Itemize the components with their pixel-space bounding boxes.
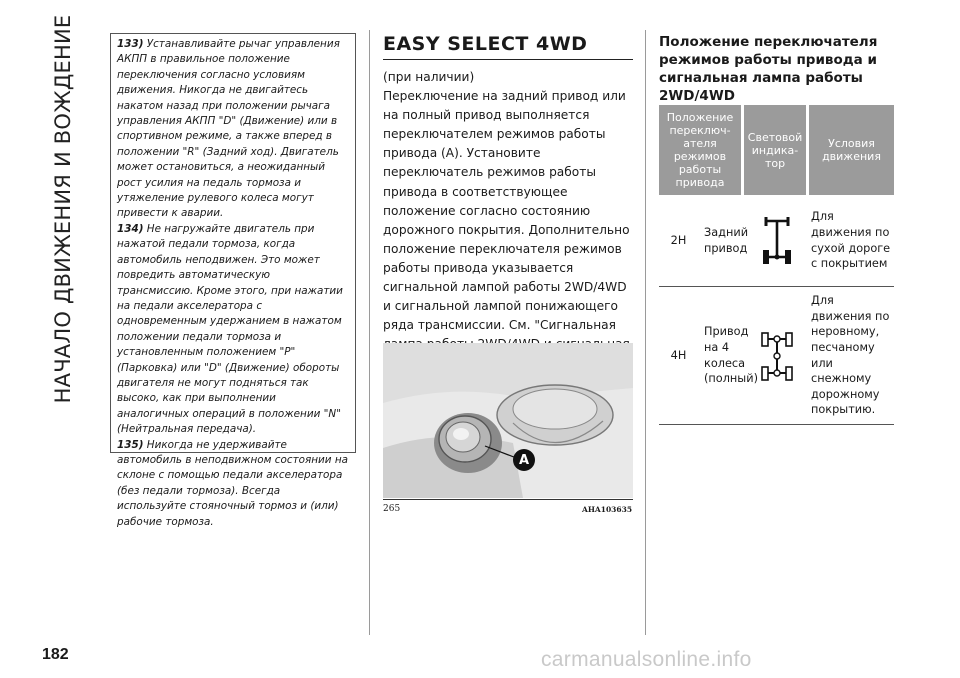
column-divider-left <box>369 30 370 635</box>
header-switch-position: Положение переключ-ателя режимов работы привода <box>659 105 744 195</box>
warning-text: Никогда не удерживайте автомобиль в неподвижном состоянии на склоне с помощью педали акселератора (без педали тормоза). Всегда используйте стояночный тормоз и (или) рабочие тормоза. <box>117 438 349 528</box>
warning-134 <box>117 222 349 438</box>
rear-wheel-drive-icon <box>762 217 792 265</box>
condition-cell: Для движения по неровному, песчаному или снежному дорожному покрытию. <box>811 294 890 417</box>
drive-mode-switch-illustration <box>383 343 633 498</box>
chapter-side-title <box>48 14 78 404</box>
warning-133 <box>117 37 349 222</box>
figure-code: AHA103635 <box>582 505 633 514</box>
warning-text: Устанавливайте рычаг управления АКПП в правильное положение переключения согласно условиям движения. Никогда не двигайтесь накатом назад при положении рычага управления АКПП "D" (Движение) или в спортивном режиме, а также вперед в положении "R" (Задний ход). Двигатель может остановиться, а неожиданный рост усилия на педаль тормоза и утяжеление рулевого колеса могут привести к аварии. <box>117 38 340 220</box>
watermark: carmanualsonline.info <box>541 648 752 671</box>
warning-number: 135) <box>117 438 144 451</box>
table-section <box>659 33 894 105</box>
condition-cell: Для движения по сухой дороге с покрытием <box>811 210 891 271</box>
mode-cell: 2H <box>670 233 687 247</box>
table-row <box>659 287 894 425</box>
indicator-cell <box>744 287 809 424</box>
page-number: 182 <box>42 646 69 663</box>
four-wheel-drive-icon <box>760 331 794 381</box>
warning-135 <box>117 438 349 530</box>
mode-cell: 4H <box>670 348 687 362</box>
warning-number: 134) <box>117 222 144 235</box>
section-easy-select <box>383 33 633 393</box>
switch-photo-drawing <box>383 343 633 498</box>
section-paragraph: Переключение на задний привод или на полный привод выполняется переключателем режимов работы привода (A). Установите переключатель режимов работы привода в соответствующее положение согласно состоянию дорожного покрытия. Дополнительно положение переключателя режимов работы привода указывается сигнальной лампой работы 2WD/4WD и сигнальной лампой понижающего ряда трансмиссии. См. "Сигнальная <box>383 89 630 333</box>
column-divider-right <box>645 30 646 635</box>
header-indicator: Световой индика-тор <box>744 105 809 195</box>
chapter-side-title-text: НАЧАЛО ДВИЖЕНИЯ И ВОЖДЕНИЕ <box>51 14 75 404</box>
warning-text: Не нагружайте двигатель при нажатой педали тормоза, когда автомобиль неподвижен. Это может повредить автоматическую трансмиссию. Кроме этого, при нажатии на педали акселератора с одновременным удержанием в нажатом положении педали тормоза и установленным положением "P" (Парковка) или "D" (Движение) обороты двигателя не могут подняться так высоко, как при выполнении аналогичных операций в положении "N" (Нейтральная передача). <box>117 222 343 436</box>
drive-cell: Привод на 4 колеса (полный) <box>704 325 758 386</box>
callout-a <box>513 449 535 471</box>
header-conditions: Условия движения <box>809 105 894 195</box>
section-title: EASY SELECT 4WD <box>383 33 633 60</box>
drive-mode-table <box>659 105 894 425</box>
warning-number: 133) <box>117 38 144 50</box>
indicator-cell <box>744 195 809 286</box>
table-header <box>659 105 894 195</box>
table-title: Положение переключателя режимов работы привода и сигнальная лампа работы 2WD/4WD <box>659 34 878 104</box>
figure-number: 265 <box>383 504 401 514</box>
figure-rule <box>383 499 633 500</box>
table-row <box>659 195 894 287</box>
callout-label: A <box>518 452 530 468</box>
warning-box <box>110 33 356 528</box>
availability-note: (при наличии) <box>383 70 475 84</box>
drive-cell: Задний привод <box>704 225 749 255</box>
